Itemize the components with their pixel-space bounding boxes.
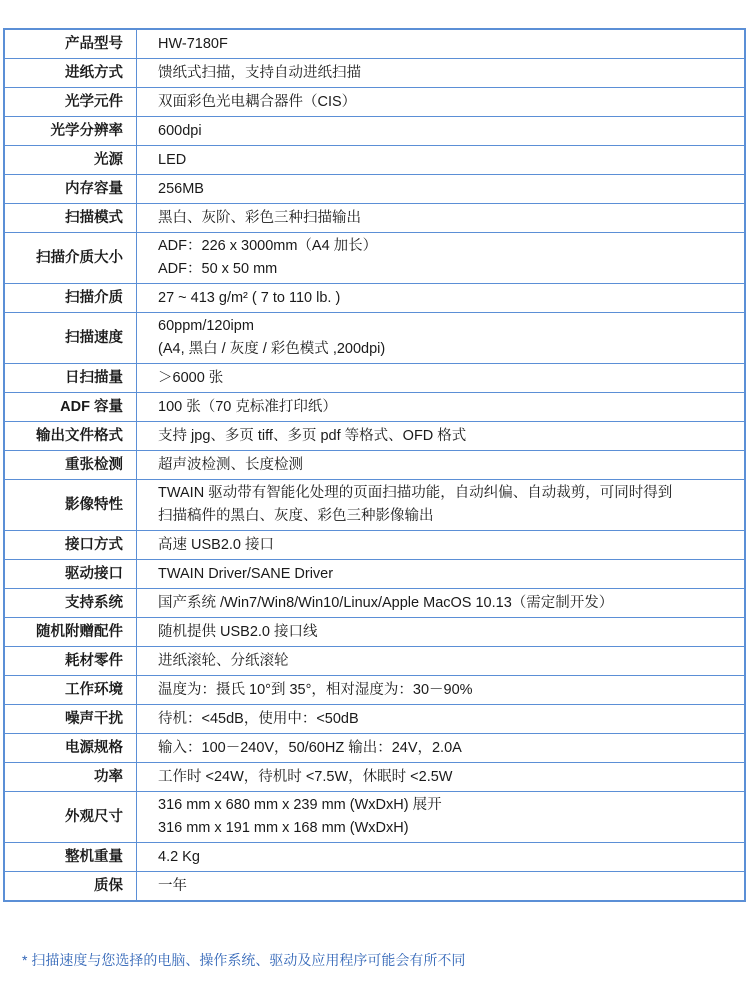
spec-value-line: HW-7180F (158, 35, 228, 52)
spec-row (4, 705, 745, 734)
spec-value-line: ADF：50 x 50 mm (158, 261, 278, 277)
spec-value-line: 支持 jpg、多页 tiff、多页 pdf 等格式、OFD 格式 (158, 427, 467, 444)
spec-label: 接口方式 (4, 531, 137, 560)
spec-row (4, 175, 745, 204)
spec-label: 耗材零件 (4, 647, 137, 676)
spec-value-line: 黑白、灰阶、彩色三种扫描输出 (158, 209, 361, 226)
spec-row (4, 480, 745, 531)
spec-row (4, 676, 745, 705)
spec-value (137, 313, 746, 364)
spec-value-line: ＞6000 张 (158, 369, 224, 386)
spec-value (137, 59, 746, 88)
spec-row (4, 59, 745, 88)
spec-value-line: 待机：<45dB，使用中：<50dB (158, 710, 359, 727)
spec-row (4, 531, 745, 560)
spec-label: 光学分辨率 (4, 117, 137, 146)
spec-label: 支持系统 (4, 589, 137, 618)
spec-row (4, 364, 745, 393)
spec-row (4, 647, 745, 676)
spec-value (137, 705, 746, 734)
spec-value (137, 872, 746, 902)
spec-label: ADF 容量 (4, 393, 137, 422)
spec-label: 扫描模式 (4, 204, 137, 233)
spec-label: 工作环境 (4, 676, 137, 705)
spec-value-line: TWAIN 驱动带有智能化处理的页面扫描功能，自动纠偏、自动裁剪，可同时得到 (158, 485, 673, 501)
spec-value (137, 560, 746, 589)
spec-row (4, 233, 745, 284)
spec-label: 光源 (4, 146, 137, 175)
spec-value-line: 4.2 Kg (158, 848, 200, 865)
spec-row (4, 29, 745, 59)
spec-value (137, 618, 746, 647)
spec-value-line: LED (158, 151, 187, 168)
spec-value (137, 88, 746, 117)
spec-row (4, 792, 745, 843)
spec-value (137, 29, 746, 59)
spec-label: 内存容量 (4, 175, 137, 204)
spec-value (137, 531, 746, 560)
spec-row (4, 393, 745, 422)
spec-row (4, 872, 745, 902)
spec-row (4, 88, 745, 117)
spec-value-line: ADF：226 x 3000mm（A4 加长） (158, 238, 378, 254)
spec-label: 产品型号 (4, 29, 137, 59)
spec-row (4, 422, 745, 451)
spec-value-line: (A4, 黑白 / 灰度 / 彩色模式 ,200dpi) (158, 341, 386, 357)
footnote: * 扫描速度与您选择的电脑、操作系统、驱动及应用程序可能会有所不同 (22, 952, 466, 968)
spec-label: 驱动接口 (4, 560, 137, 589)
spec-row (4, 618, 745, 647)
spec-value (137, 589, 746, 618)
spec-value-line: 馈纸式扫描，支持自动进纸扫描 (158, 64, 361, 81)
spec-label: 进纸方式 (4, 59, 137, 88)
spec-value-line: 一年 (158, 877, 187, 894)
spec-value (137, 233, 746, 284)
spec-row (4, 117, 745, 146)
spec-table (3, 28, 746, 902)
spec-value-line: 工作时 <24W，待机时 <7.5W，休眠时 <2.5W (158, 768, 453, 785)
spec-row (4, 560, 745, 589)
spec-value (137, 117, 746, 146)
spec-value-line: 27 ~ 413 g/m² ( 7 to 110 lb. ) (158, 289, 341, 306)
spec-value-line: 超声波检测、长度检测 (158, 456, 303, 473)
spec-value-line: 双面彩色光电耦合器件（CIS） (158, 93, 357, 110)
spec-label: 影像特性 (4, 480, 137, 531)
spec-label: 电源规格 (4, 734, 137, 763)
spec-value (137, 451, 746, 480)
spec-row (4, 734, 745, 763)
spec-value-line: TWAIN Driver/SANE Driver (158, 565, 334, 582)
spec-value (137, 843, 746, 872)
spec-row (4, 763, 745, 792)
spec-value (137, 393, 746, 422)
spec-value-line: 高速 USB2.0 接口 (158, 536, 275, 553)
spec-row (4, 284, 745, 313)
spec-value-line: 256MB (158, 180, 204, 197)
spec-value (137, 204, 746, 233)
spec-row (4, 451, 745, 480)
spec-label: 扫描介质 (4, 284, 137, 313)
spec-row (4, 843, 745, 872)
spec-value-line: 600dpi (158, 122, 202, 139)
spec-value-line: 60ppm/120ipm (158, 318, 254, 334)
spec-row (4, 146, 745, 175)
spec-label: 功率 (4, 763, 137, 792)
spec-value-line: 随机提供 USB2.0 接口线 (158, 623, 318, 640)
spec-value (137, 422, 746, 451)
spec-label: 随机附赠配件 (4, 618, 137, 647)
spec-label: 质保 (4, 872, 137, 902)
spec-row (4, 204, 745, 233)
spec-label: 输出文件格式 (4, 422, 137, 451)
spec-label: 整机重量 (4, 843, 137, 872)
spec-value (137, 763, 746, 792)
spec-value-line: 进纸滚轮、分纸滚轮 (158, 652, 289, 669)
spec-value (137, 676, 746, 705)
spec-value-line: 温度为：摄氏 10°到 35°，相对湿度为：30－90% (158, 681, 473, 698)
spec-value-line: 国产系统 /Win7/Win8/Win10/Linux/Apple MacOS 10.13（需定制开发） (158, 594, 614, 611)
spec-value-line: 扫描稿件的黑白、灰度、彩色三种影像输出 (158, 508, 434, 524)
spec-value-line: 316 mm x 191 mm x 168 mm (WxDxH) (158, 820, 409, 836)
spec-label: 扫描速度 (4, 313, 137, 364)
spec-label: 日扫描量 (4, 364, 137, 393)
spec-value (137, 284, 746, 313)
spec-label: 外观尺寸 (4, 792, 137, 843)
spec-value (137, 647, 746, 676)
spec-value-line: 100 张（70 克标准打印纸） (158, 398, 337, 415)
spec-table-body (4, 29, 745, 901)
spec-label: 扫描介质大小 (4, 233, 137, 284)
spec-value-line: 输入：100－240V，50/60HZ 输出：24V，2.0A (158, 739, 462, 756)
spec-value (137, 480, 746, 531)
spec-value-line: 316 mm x 680 mm x 239 mm (WxDxH) 展开 (158, 797, 442, 813)
spec-value (137, 734, 746, 763)
spec-value (137, 146, 746, 175)
spec-row (4, 589, 745, 618)
spec-row (4, 313, 745, 364)
spec-label: 噪声干扰 (4, 705, 137, 734)
spec-label: 重张检测 (4, 451, 137, 480)
spec-value (137, 792, 746, 843)
spec-value (137, 175, 746, 204)
spec-label: 光学元件 (4, 88, 137, 117)
spec-value (137, 364, 746, 393)
